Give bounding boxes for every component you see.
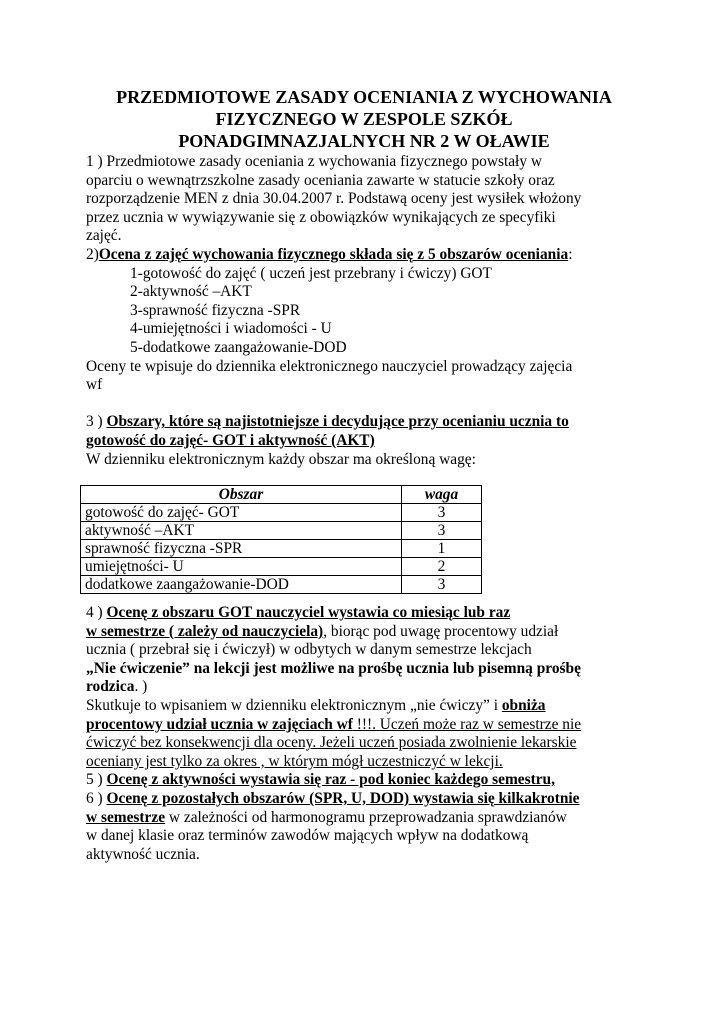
section-4-text: , biorąc pod uwagę procentowy udział	[323, 622, 559, 640]
table-cell-area: aktywność –AKT	[81, 522, 402, 540]
table-row	[81, 522, 482, 540]
section-2-heading-line	[86, 246, 642, 265]
table-cell-weight: 1	[402, 540, 482, 558]
section-4-line	[86, 697, 642, 716]
section-6-heading: Ocenę z pozostałych obszarów (SPR, U, DOD) wystawia się kilkakrotnie	[106, 790, 580, 808]
section-2-note: Oceny te wpisuje do dziennika elektronicznego nauczyciel prowadzący zajęcia	[86, 357, 573, 375]
section-6-line: aktywność ucznia.	[86, 845, 200, 863]
table-cell-weight: 3	[402, 576, 482, 594]
section-4-underlined-text: !!!. Uczeń może raz w semestrze nie	[352, 715, 582, 733]
weights-table	[80, 485, 482, 594]
section-4-text: Skutkuje to wpisaniem w dzienniku elektronicznym „nie ćwiczy” i	[86, 697, 502, 715]
table-header-area: Obszar	[81, 486, 402, 504]
section-1-line: rozporządzenie MEN z dnia 30.04.2007 r. Podstawą oceny jest wysiłek włożony	[86, 190, 582, 208]
section-5	[86, 771, 642, 790]
title-line-2: FIZYCZNEGO W ZESPOLE SZKÓŁ	[215, 109, 513, 129]
section-4-bold-line: „Nie ćwiczenie” na lekcji jest możliwe na prośbę ucznia lub pisemną prośbę	[86, 659, 581, 677]
title-line-1: PRZEDMIOTOWE ZASADY OCENIANIA Z WYCHOWANIA	[116, 87, 612, 107]
section-6-line	[86, 809, 642, 828]
section-4-line	[86, 604, 642, 623]
section-2	[86, 246, 642, 395]
section-4-text: . )	[134, 678, 148, 696]
section-3-text: W dzienniku elektronicznym każdy obszar ma określoną wagę:	[86, 450, 476, 468]
section-3	[86, 413, 642, 469]
area-list-item: 4-umiejętności i wiadomości - U	[130, 320, 332, 338]
section-5-heading: Ocenę z aktywności wystawia się raz - pod koniec każdego semestru,	[106, 771, 555, 789]
section-3-heading: gotowość do zajęć- GOT i aktywność (AKT)	[86, 431, 375, 449]
table-row	[81, 576, 482, 594]
section-4-bold-text: rodzica	[86, 678, 135, 696]
table-header-weight: waga	[402, 486, 482, 504]
table-header-row	[81, 486, 482, 504]
section-1-line: zajęć.	[86, 227, 122, 245]
section-4-underlined-line: ćwiczyć bez konsekwencji dla oceny. Jeżeli uczeń posiada zwolnienie lekarskie	[86, 734, 577, 752]
section-4-heading: w semestrze ( zależy od nauczyciela)	[86, 622, 324, 640]
section-3-prefix: 3 )	[86, 413, 107, 431]
table-cell-weight: 3	[402, 522, 482, 540]
section-6-line	[86, 790, 642, 809]
section-4-heading: Ocenę z obszaru GOT nauczyciel wystawia co miesiąc lub raz	[106, 604, 511, 622]
section-4-underlined-line: oceniany jest tylko za okres , w którym mógł uczestniczyć w lekcji.	[86, 752, 503, 770]
section-6-text: w zależności od harmonogramu przeprowadzania sprawdzianów	[165, 808, 567, 826]
table-row	[81, 504, 482, 522]
title-line-3: PONADGIMNAZJALNYCH NR 2 W OŁAWIE	[178, 131, 550, 151]
section-1-line: przez ucznia w wywiązywanie się z obowiązków wynikających ze specyfiki	[86, 208, 556, 226]
section-3-heading: Obszary, które są najistotniejsze i decydujące przy ocenianiu ucznia to	[106, 413, 569, 431]
section-1-line: 1 ) Przedmiotowe zasady oceniania z wychowania fizycznego powstały w	[86, 153, 542, 170]
section-4-emphasis: procentowy udział ucznia w zajęciach wf	[86, 715, 353, 733]
section-1-line: oparciu o wewnątrzszkolne zasady oceniania zawarte w statucie szkoły oraz	[86, 171, 555, 189]
table-cell-weight: 2	[402, 558, 482, 576]
table-cell-area: dodatkowe zaangażowanie-DOD	[81, 576, 402, 594]
section-6	[86, 790, 642, 864]
section-6-line: w danej klasie oraz terminów zawodów mających wpływ na dodatkową	[86, 827, 529, 845]
document-title	[86, 86, 642, 152]
section-3-heading-line	[86, 432, 642, 451]
section-3-heading-line	[86, 413, 642, 432]
section-2-prefix: 2)	[86, 245, 99, 263]
table-cell-area: sprawność fizyczna -SPR	[81, 540, 402, 558]
section-5-prefix: 5 )	[86, 771, 107, 789]
section-1	[86, 153, 642, 246]
section-2-note: wf	[86, 376, 103, 394]
area-list-item: 3-sprawność fizyczna -SPR	[130, 301, 301, 319]
document-page	[86, 86, 642, 864]
section-2-heading: Ocena z zajęć wychowania fizycznego składa się z 5 obszarów oceniania	[98, 245, 569, 263]
table-cell-area: gotowość do zajęć- GOT	[81, 504, 402, 522]
section-4-line: ucznia ( przebrał się i ćwiczył) w odbytych w danym semestrze lekcjach	[86, 641, 532, 659]
table-row	[81, 540, 482, 558]
section-4-emphasis: obniża	[501, 697, 546, 715]
paragraph-gap	[86, 395, 642, 414]
table-row	[81, 558, 482, 576]
area-list-item: 1-gotowość do zajęć ( uczeń jest przebrany i ćwiczy) GOT	[130, 264, 492, 282]
section-2-suffix: :	[568, 245, 573, 263]
section-6-heading: w semestrze	[86, 808, 166, 826]
section-4	[86, 604, 642, 771]
section-4-line	[86, 623, 642, 642]
section-4-line	[86, 716, 642, 735]
section-5-line	[86, 771, 642, 790]
area-list-item: 5-dodatkowe zaangażowanie-DOD	[130, 338, 347, 356]
table-cell-area: umiejętności- U	[81, 558, 402, 576]
section-4-line	[86, 678, 642, 697]
table-cell-weight: 3	[402, 504, 482, 522]
section-4-prefix: 4 )	[86, 604, 107, 622]
area-list-item: 2-aktywność –AKT	[130, 283, 252, 301]
section-6-prefix: 6 )	[86, 790, 107, 808]
